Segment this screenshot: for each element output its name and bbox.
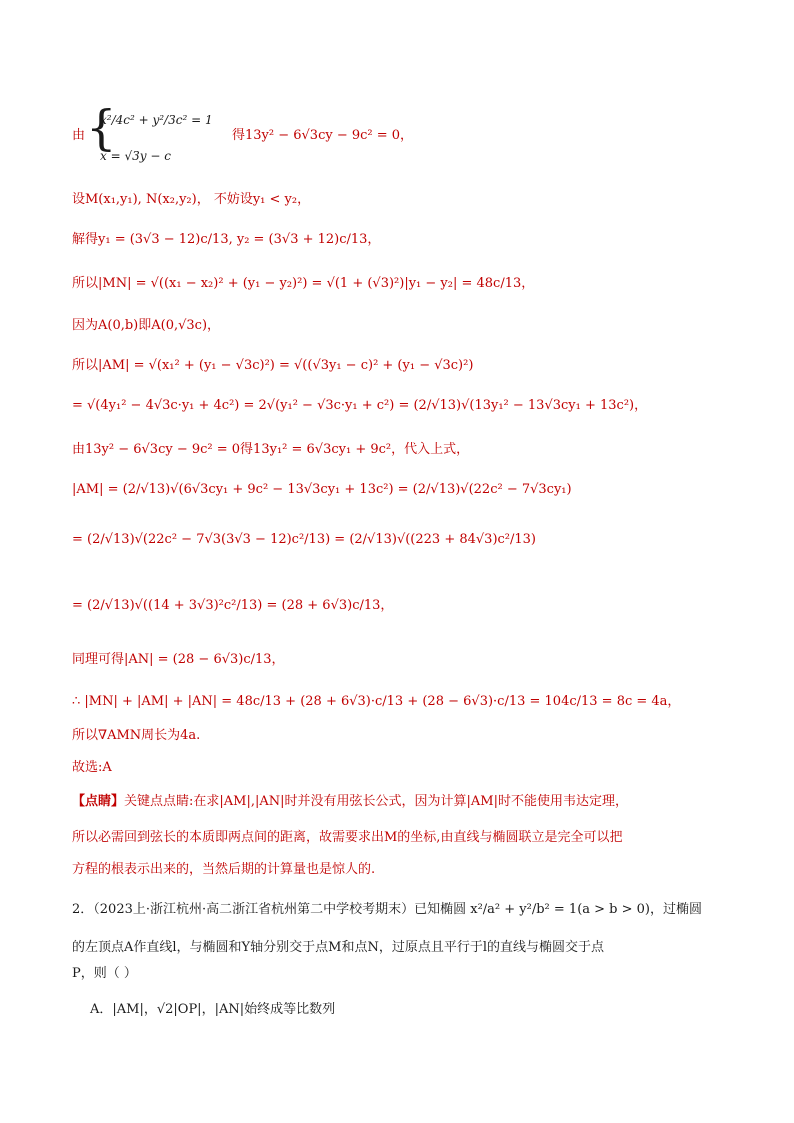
system-prefix: [72, 128, 85, 144]
system-prefix-text: 由: [72, 128, 86, 143]
problem-line-1: 2．（2023上·浙江杭州·高二浙江省杭州第二中学校考期末）已知椭圆 x²/a² + y²/b² = 1(a > b > 0)，过椭圆: [72, 902, 702, 917]
line-point-a: 因为A(0,b)即A(0,√3c)，: [72, 318, 221, 333]
line-am-expand: |AM| = (2/√13)√(6√3cy₁ + 9c² − 13√3cy₁ + 13c²) = (2/√13)√(22c² − 7√3cy₁): [72, 482, 572, 497]
problem-line-2: 的左顶点A作直线l，与椭圆和Y轴分别交于点M和点N，过原点且平行于l的直线与椭圆交于点: [72, 940, 604, 955]
line-am-value: = (2/√13)√(22c² − 7√3(3√3 − 12)c²/13) = (2/√13)√((223 + 84√3)c²/13): [72, 532, 537, 547]
line-am-formula: 所以|AM| = √(x₁² + (y₁ − √3c)²) = √((√3y₁ − c)² + (y₁ − √3c)²): [72, 358, 474, 373]
line-am-simplify: = √(4y₁² − 4√3c·y₁ + 4c²) = 2√(y₁² − √3c·y₁ + c²) = (2/√13)√(13y₁² − 13√3cy₁ + 13c²)，: [72, 398, 648, 413]
line-perimeter-sum: ∴ |MN| + |AM| + |AN| = 48c/13 + (28 + 6√3)·c/13 + (28 − 6√3)·c/13 = 104c/13 = 8c = 4a，: [72, 694, 681, 709]
line-perimeter-result: 所以∇AMN周长为4a.: [72, 728, 201, 743]
line-substitute: 由13y² − 6√3cy − 9c² = 0得13y₁² = 6√3cy₁ + 9c²，代入上式，: [72, 442, 470, 457]
system-equation-2: x = √3y − c: [100, 149, 171, 163]
comment-label: 【点睛】: [72, 794, 125, 809]
system-brace: {: [86, 100, 117, 156]
comment-line-3: 方程的根表示出来的，当然后期的计算量也是惊人的.: [72, 862, 376, 877]
line-assume-points: 设M(x₁,y₁), N(x₂,y₂)， 不妨设y₁ < y₂，: [72, 192, 311, 207]
line-solve-y: 解得y₁ = (3√3 − 12)c/13, y₂ = (3√3 + 12)c/13，: [72, 232, 381, 247]
line-mn-length: 所以|MN| = √((x₁ − x₂)² + (y₁ − y₂)²) = √(1 + (√3)²)|y₁ − y₂| = 48c/13，: [72, 276, 535, 291]
line-an-value: 同理可得|AN| = (28 − 6√3)c/13，: [72, 652, 285, 667]
comment-text-1: 关键点点睛:在求|AM|,|AN|时并没有用弦长公式，因为计算|AM|时不能使用韦达定理，: [124, 794, 628, 809]
line-answer: 故选:A: [72, 760, 112, 775]
system-equation-1: x²/4c² + y²/3c² = 1: [100, 113, 213, 127]
line-am-final: = (2/√13)√((14 + 3√3)²c²/13) = (28 + 6√3)c/13，: [72, 598, 394, 613]
comment-line-2: 所以必需回到弦长的本质即两点间的距离，故需要求出M的坐标,由直线与椭圆联立是完全可以把: [72, 830, 623, 845]
problem-line-3: P，则（ ）: [72, 966, 137, 981]
comment-line-1: [72, 794, 628, 810]
option-a: A．|AM|，√2|OP|，|AN|始终成等比数列: [90, 1002, 336, 1017]
system-result: 得13y² − 6√3cy − 9c² = 0，: [232, 128, 414, 143]
